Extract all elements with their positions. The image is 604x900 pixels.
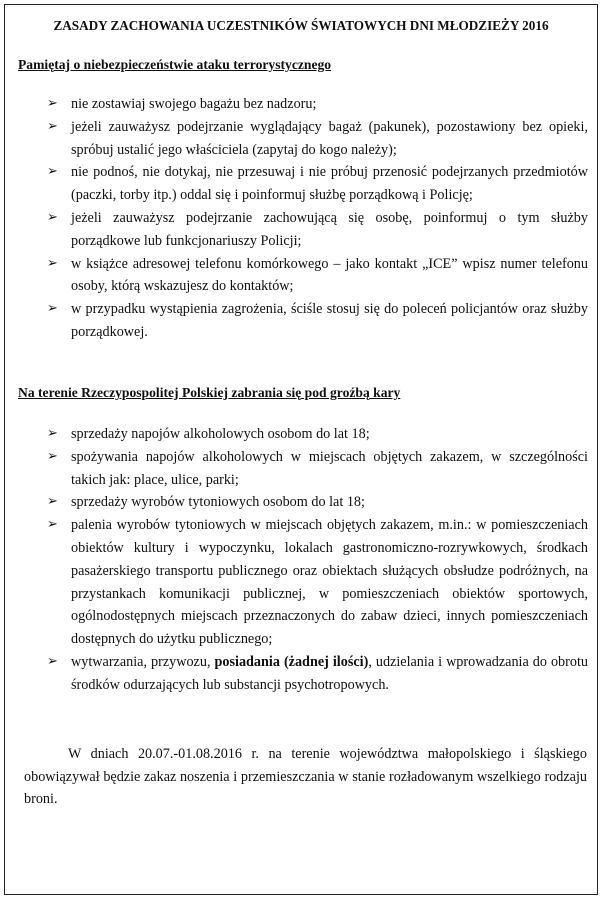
list-item: ➢ w przypadku wystąpienia zagrożenia, ściśle stosuj się do poleceń policjantów oraz służby porządkowej.: [5, 298, 599, 344]
list-item: ➢ wytwarzania, przywozu, posiadania (żadnej ilości), udzielania i wprowadzania do obrotu środków odurzających lub substancji psychotropowych.: [5, 651, 599, 697]
section-heading-prohibitions: Na terenie Rzeczypospolitej Polskiej zabrania się pod groźbą kary: [18, 385, 401, 400]
arrow-bullet-icon: ➢: [47, 255, 58, 271]
arrow-bullet-icon: ➢: [47, 164, 58, 180]
list-item: ➢ palenia wyrobów tytoniowych w miejscach objętych zakazem, m.in.: w pomieszczeniach obiektów kultury i wypoczynku, lokalach gastronomiczno-rozrywkowych, środkach pasażerskiego transportu publicznego oraz obiektach służących obsłudze podróżnych, na przystankach komunikacji publicznej, w pomieszczeniach obiektów sportowych, ogólnodostępnych miejscach przeznaczonych do zabaw dzieci, innych pomieszczeniach dostępnych do użytku publicznego;: [5, 514, 599, 651]
emphasis-possession: posiadania (żadnej ilości): [214, 653, 369, 670]
arrow-bullet-icon: ➢: [47, 517, 58, 533]
arrow-bullet-icon: ➢: [47, 426, 58, 441]
list-item: ➢ jeżeli zauważysz podejrzanie wyglądający bagaż (pakunek), pozostawiony bez opieki, spróbuj ustalić jego właściciela (zapytaj do kogo należy);: [5, 116, 599, 162]
arrow-bullet-icon: ➢: [47, 301, 58, 317]
list-item: ➢ w książce adresowej telefonu komórkowego – jako kontakt „ICE” wpisz numer telefonu osoby, którą wskazujesz do kontaktów;: [5, 253, 599, 299]
arrow-bullet-icon: ➢: [47, 494, 58, 510]
list-item: ➢ nie podnoś, nie dotykaj, nie przesuwaj i nie próbuj przenosić podejrzanych przedmiotów (paczki, torby itp.) oddal się i poinformuj służbę porządkową i Policję;: [5, 161, 599, 207]
page-title: ZASADY ZACHOWANIA UCZESTNIKÓW ŚWIATOWYCH DNI MŁODZIEŻY 2016: [53, 18, 549, 33]
list-item: ➢ jeżeli zauważysz podejrzanie zachowującą się osobę, poinformuj o tym służby porządkowe lub funkcjonariuszy Policji;: [5, 207, 599, 253]
list-item: ➢ sprzedaży napojów alkoholowych osobom do lat 18;: [5, 423, 599, 446]
terror-rules-list: [5, 93, 599, 344]
section-heading-terror: Pamiętaj o niebezpieczeństwie ataku terrorystycznego: [18, 57, 332, 72]
closing-paragraph: W dniach 20.07.-01.08.2016 r. na terenie województwa małopolskiego i śląskiego obowiązywał będzie zakaz noszenia i przemieszczania w stanie rozładowanym wszelkiego rodzaju broni.: [24, 746, 587, 807]
arrow-bullet-icon: ➢: [47, 118, 58, 134]
list-item: ➢ nie zostawiaj swojego bagażu bez nadzoru;: [5, 93, 599, 116]
arrow-bullet-icon: ➢: [47, 209, 58, 225]
list-item: ➢ sprzedaży wyrobów tytoniowych osobom do lat 18;: [5, 491, 599, 514]
list-item: ➢ spożywania napojów alkoholowych w miejscach objętych zakazem, w szczególności takich jak: place, ulice, parki;: [5, 446, 599, 492]
arrow-bullet-icon: ➢: [47, 96, 58, 111]
prohibitions-list: [5, 423, 599, 697]
arrow-bullet-icon: ➢: [47, 448, 58, 464]
notice-page: [4, 4, 598, 895]
arrow-bullet-icon: ➢: [47, 653, 58, 669]
